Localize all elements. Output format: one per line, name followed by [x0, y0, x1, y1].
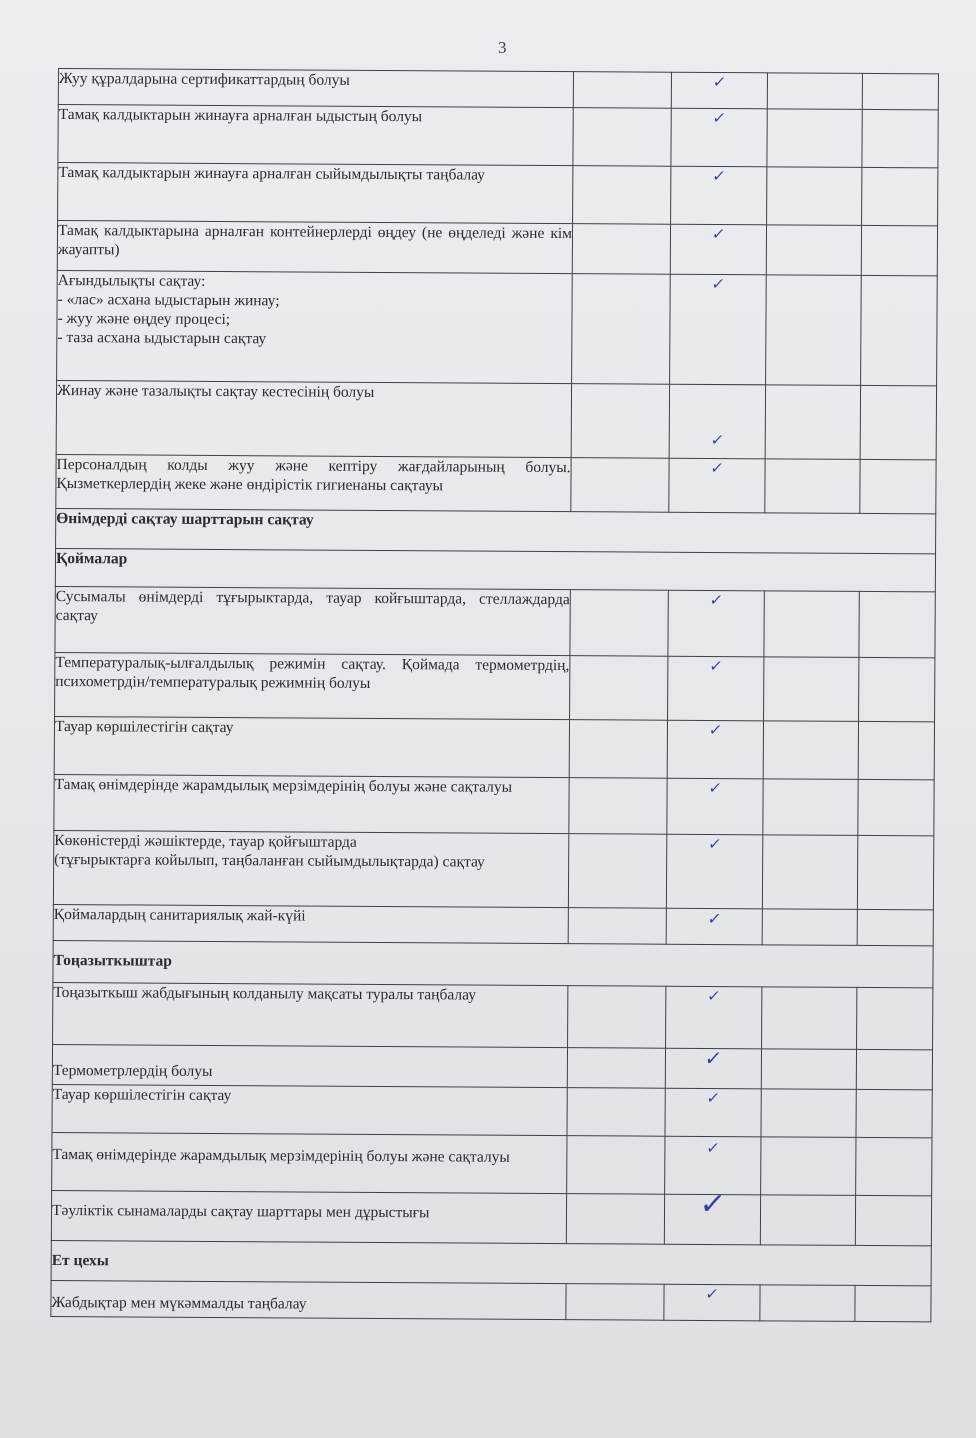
check-mark [666, 834, 762, 909]
checklist-row [58, 163, 938, 226]
empty-cell [568, 908, 666, 945]
empty-cell [855, 1285, 931, 1321]
row-label: Персоналдың колды жуу және кептіру жағдайларының болуы. Қызметкерлердің жеке және өндірістік гигиенаны сақтауы [56, 454, 571, 511]
row-label: Жабдықтар мен мүкәммалды таңбалау [51, 1280, 566, 1319]
empty-cell [857, 909, 933, 945]
row-label-line: Көкөністерді жәшіктерде, тауар қойғыштарда [54, 831, 357, 851]
empty-cell [765, 385, 860, 460]
check-mark-glyph: ✓ [697, 1186, 728, 1223]
empty-cell [763, 779, 858, 836]
row-label: Тәуліктік сынамаларды сақтау шарттары мен дұрыстығы [51, 1190, 566, 1243]
check-mark [664, 1284, 760, 1321]
empty-cell [862, 109, 938, 167]
row-label: Термометрлердің болуы [52, 1044, 567, 1087]
empty-cell [761, 1049, 856, 1090]
empty-cell [762, 987, 857, 1050]
empty-cell [573, 72, 671, 109]
check-mark-glyph: ✓ [710, 275, 727, 294]
empty-cell [855, 1195, 931, 1245]
row-label: Тамақ өнімдерінде жарамдылық мерзімдерінің болуы және сақталуы [52, 1132, 567, 1193]
empty-cell [762, 835, 857, 910]
checklist-row [52, 1084, 932, 1137]
empty-cell [568, 986, 666, 1049]
empty-cell [767, 167, 862, 226]
empty-cell [858, 779, 934, 835]
row-label: Тамақ өнімдерінде жарамдылық мерзімдерінің болуы және сақталуы [54, 774, 569, 833]
empty-cell [856, 1089, 932, 1137]
check-mark [665, 1088, 761, 1137]
empty-cell [767, 73, 862, 110]
check-mark [667, 778, 763, 835]
check-mark-glyph: ✓ [704, 1284, 720, 1304]
checklist-row [58, 69, 938, 110]
section-row [55, 548, 935, 591]
empty-cell [760, 1285, 855, 1322]
empty-cell [567, 1136, 665, 1195]
empty-cell [860, 459, 936, 513]
row-label: Сусымалы өнімдерді тұғырыктарда, тауар койғыштарда, стеллаждарда сақтау [55, 586, 570, 655]
check-mark-glyph: ✓ [710, 225, 727, 244]
empty-cell [764, 591, 859, 658]
checklist-row [51, 1190, 931, 1245]
section-heading: Ет цехы [51, 1240, 931, 1285]
empty-cell [861, 225, 937, 275]
section-heading: Тоңазыткыштар [53, 940, 933, 987]
empty-cell [763, 721, 858, 780]
empty-cell [767, 109, 862, 168]
row-label: Тамақ калдыктарына арналған контейнерлерді өңдеу (не өңделеді және кім жауапты) [57, 221, 572, 274]
checklist-table [50, 68, 939, 1322]
section-row [53, 940, 933, 987]
row-label [53, 830, 568, 907]
checklist-row [53, 904, 933, 945]
check-mark-glyph: ✓ [708, 656, 724, 676]
checklist-row [56, 380, 936, 459]
check-mark [669, 458, 765, 513]
row-label: Тауар көршілестігін сақтау [52, 1084, 567, 1135]
check-mark-glyph: ✓ [711, 109, 728, 128]
check-mark-glyph: ✓ [707, 778, 724, 798]
empty-cell [760, 1195, 855, 1246]
checklist-row [53, 830, 933, 909]
check-mark [665, 1045, 761, 1089]
empty-cell [858, 721, 934, 779]
empty-cell [573, 108, 671, 167]
row-label-line: - таза асхана ыдыстарын сақтау [57, 329, 267, 348]
checklist-row [55, 586, 935, 657]
check-mark-glyph: ✓ [709, 459, 725, 478]
check-mark-glyph: ✓ [706, 986, 722, 1006]
check-mark [671, 72, 767, 109]
check-mark-glyph: ✓ [708, 590, 725, 610]
empty-cell [857, 987, 933, 1049]
row-label: Тоңазыткыш жабдығының колданылу мақсаты туралы таңбалау [53, 982, 568, 1047]
section-heading: Қоймалар [55, 548, 935, 591]
checklist-row [51, 1280, 931, 1321]
check-mark [669, 384, 765, 459]
check-mark-glyph: ✓ [705, 1088, 722, 1108]
check-mark [665, 1136, 761, 1195]
checklist-row [58, 105, 938, 168]
row-label: Тамақ калдыктарын жинауға арналған ыдыстың болуы [58, 105, 573, 166]
check-mark-glyph: ✓ [707, 720, 724, 740]
check-mark [670, 224, 766, 275]
check-mark [671, 166, 767, 225]
empty-cell [572, 274, 671, 385]
empty-cell [764, 657, 859, 722]
check-mark-glyph: ✓ [706, 908, 723, 929]
empty-cell [566, 1284, 664, 1321]
checklist-row [57, 221, 937, 276]
row-label: Жуу құралдарына сертификаттардың болуы [58, 69, 573, 108]
empty-cell [567, 1088, 665, 1137]
empty-cell [859, 591, 935, 657]
empty-cell [571, 458, 669, 513]
row-label: Қоймалардың санитариялық жай-күйі [53, 904, 568, 943]
empty-cell [856, 1049, 932, 1089]
checklist-row [56, 454, 936, 513]
row-label-line: - жуу және өңдеу процесі; [57, 310, 231, 329]
empty-cell [766, 275, 862, 386]
empty-cell [765, 459, 860, 514]
row-label-line: (тұғырыктарға койылып, таңбаланған сыйымдылықтарда) сақтау [54, 850, 485, 871]
check-mark-glyph: ✓ [707, 834, 723, 854]
empty-cell [572, 224, 670, 275]
check-mark [666, 986, 762, 1049]
checklist-row [54, 774, 934, 835]
check-mark-glyph: ✓ [711, 73, 728, 92]
empty-cell [568, 834, 666, 909]
empty-cell [862, 167, 938, 225]
check-mark-glyph: ✓ [705, 1138, 721, 1158]
check-mark [670, 274, 767, 385]
checklist-row [57, 270, 938, 385]
empty-cell [856, 1137, 932, 1195]
check-mark [668, 656, 764, 721]
check-mark [671, 108, 767, 167]
section-row [51, 1240, 931, 1285]
row-label: Тамақ калдыктарын жинауға арналған сыйымдылықты таңбалау [58, 163, 573, 224]
empty-cell [761, 1089, 856, 1138]
empty-cell [570, 656, 668, 721]
row-label: Температуралық-ылғалдылық режимін сақтау. Қоймада термометрдің, психометрдін/температуралық режимнің болуы [55, 652, 570, 719]
row-label-line: - «лас» асхана ыдыстарын жинау; [57, 291, 280, 310]
empty-cell [570, 590, 668, 657]
check-mark [664, 1186, 760, 1245]
empty-cell [859, 657, 935, 721]
empty-cell [569, 720, 667, 779]
section-row [56, 508, 936, 553]
empty-cell [862, 73, 938, 109]
check-mark [668, 590, 764, 657]
section-heading: Өнімдерді сақтау шарттарын сақтау [56, 508, 936, 553]
empty-cell [566, 1194, 664, 1245]
empty-cell [766, 225, 861, 276]
check-mark [667, 720, 763, 779]
checklist-row [55, 652, 935, 721]
row-label: Жинау және тазалықты сақтау кестесінің болуы [56, 380, 571, 457]
empty-cell [860, 385, 936, 459]
checklist-row [53, 982, 933, 1049]
check-mark [666, 908, 762, 945]
empty-cell [857, 835, 933, 909]
checklist-row [54, 716, 934, 779]
page-number: 3 [498, 38, 507, 57]
empty-cell [569, 778, 667, 835]
empty-cell [571, 384, 669, 459]
row-label: Тауар көршілестігін сақтау [54, 716, 569, 777]
empty-cell [761, 1137, 856, 1196]
empty-cell [573, 166, 671, 225]
empty-cell [762, 909, 857, 946]
check-mark-glyph: ✓ [703, 1045, 724, 1071]
empty-cell [861, 275, 938, 385]
checklist-row [52, 1044, 932, 1089]
check-mark-glyph: ✓ [711, 167, 727, 186]
checklist-row [52, 1132, 932, 1195]
check-mark-glyph: ✓ [709, 431, 726, 450]
row-label-line: Ағындылықты сақтау: [57, 272, 206, 290]
empty-cell [567, 1048, 665, 1089]
row-label [57, 270, 573, 383]
